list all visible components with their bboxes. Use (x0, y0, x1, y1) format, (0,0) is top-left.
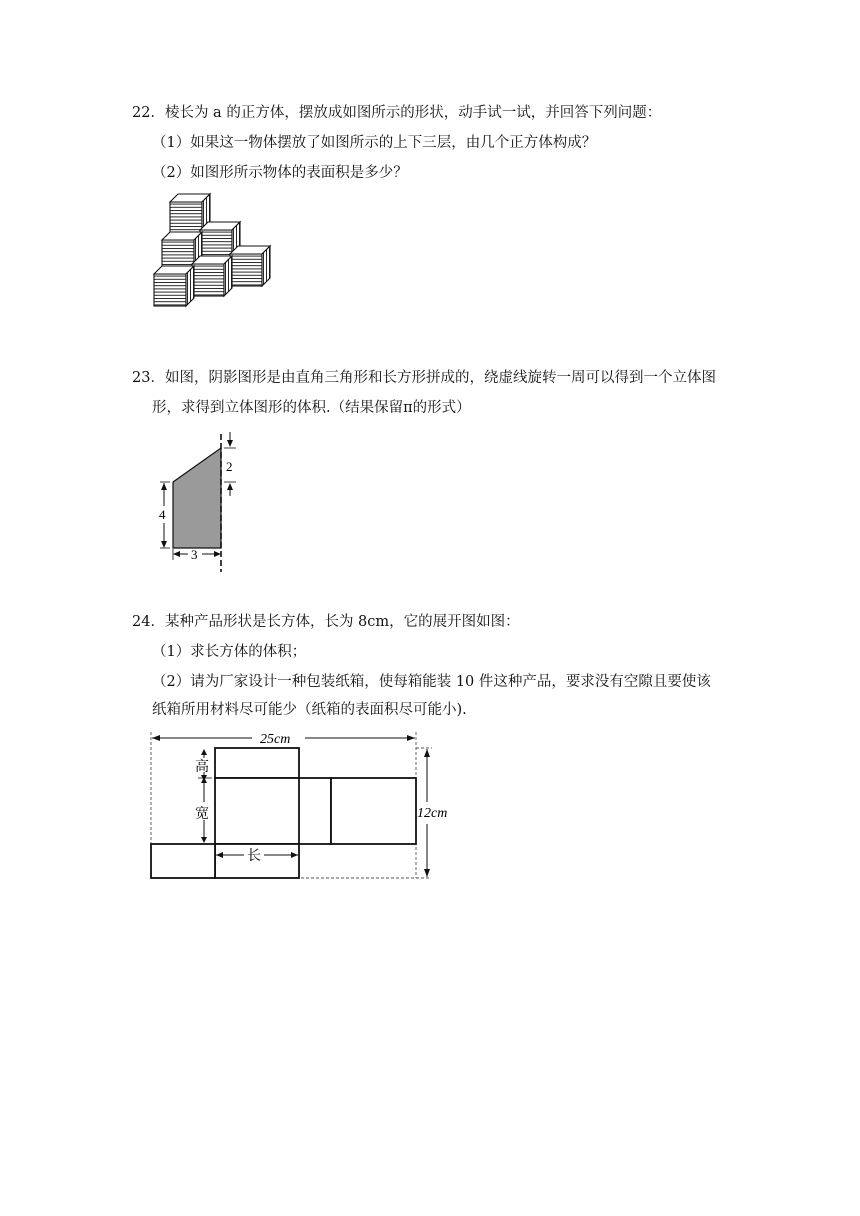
q23-label-4: 4 (159, 507, 166, 522)
q24-net-figure (140, 724, 460, 884)
q23-label-2: 2 (226, 459, 233, 474)
q24-label-kuan: 宽 (195, 807, 209, 822)
q23-label-3: 3 (191, 547, 198, 562)
q24-label-12cm: 12cm (417, 806, 448, 821)
q22-part2: （2）如图形所示物体的表面积是多少？ (152, 165, 408, 181)
q24-label-chang: 长 (247, 849, 261, 864)
q22-part1: （1）如果这一物体摆放了如图所示的上下三层，由几个正方体构成？ (152, 135, 597, 151)
q24-part2-line1: （2）请为厂家设计一种包装纸箱，使每箱能装 10 件这种产品，要求没有空隙且要使该 (152, 674, 711, 690)
q24-part2-line2: 纸箱所用材料尽可能少（纸箱的表面积尽可能小). (152, 702, 467, 718)
q23-stem-line1: 23．如图，阴影图形是由直角三角形和长方形拼成的，绕虚线旋转一周可以得到一个立体图 (132, 370, 716, 386)
q24-part1: （1）求长方体的体积； (152, 644, 307, 660)
q24-stem: 24．某种产品形状是长方体，长为 8cm，它的展开图如图： (132, 614, 520, 630)
shaded-shape (173, 448, 221, 548)
q24-label-gao: 高 (195, 760, 209, 775)
q22-cube-stack-figure (148, 192, 280, 308)
q22-stem: 22．棱长为 a 的正方体，摆放成如图所示的形状，动手试一试，并回答下列问题： (132, 105, 662, 121)
q23-stem-line2: 形，求得到立体图形的体积.（结果保留π的形式） (152, 400, 471, 416)
q23-rotation-figure (150, 428, 250, 574)
q24-label-25cm: 25cm (260, 732, 291, 747)
